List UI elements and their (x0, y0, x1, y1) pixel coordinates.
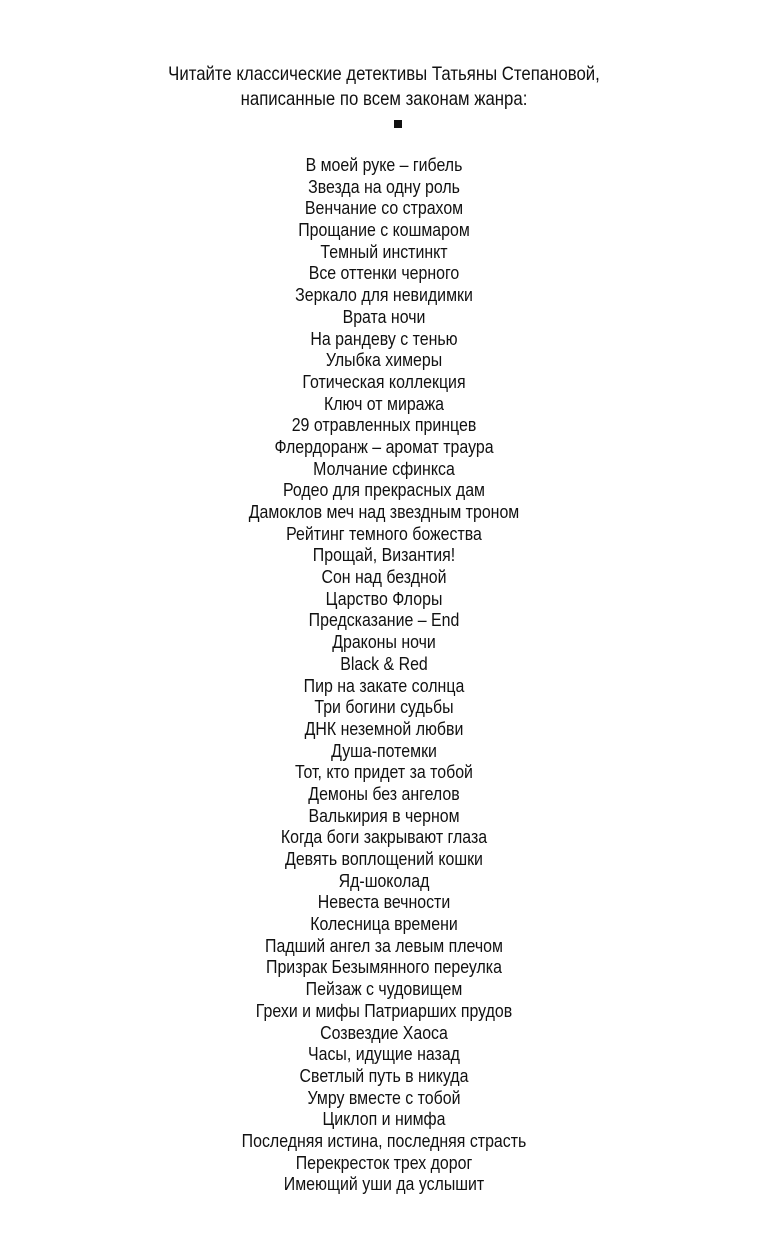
book-title: Прощай, Византия! (312, 544, 456, 566)
book-title: Девять воплощений кошки (285, 848, 483, 869)
book-title: Темный инстинкт (320, 240, 448, 262)
book-title: Призрак Безымянного переулка (266, 956, 502, 978)
book-title: Валькирия в черном (308, 804, 460, 826)
book-title: Царство Флоры (325, 587, 443, 609)
book-title: Звезда на одну роль (308, 175, 460, 197)
book-titles-list (54, 154, 714, 1195)
book-title: Пейзаж с чудовищем (305, 978, 463, 1000)
intro-line-2: написанные по всем законам жанра: (240, 88, 528, 110)
book-title: Светлый путь в никуда (299, 1064, 469, 1086)
book-title: Демоны без ангелов (308, 782, 460, 804)
book-title: Ключ от миража (323, 392, 445, 414)
book-title: Имеющий уши да услышит (283, 1173, 485, 1195)
book-title: Прощание с кошмаром (298, 219, 470, 241)
book-title: Умру вместе с тобой (307, 1086, 461, 1108)
book-title: В моей руке – гибель (305, 154, 463, 175)
book-title: Все оттенки черного (308, 262, 460, 284)
book-title: Дамоклов меч над звездным троном (248, 501, 520, 522)
book-title: Перекресток трех дорог (295, 1151, 473, 1173)
book-title: Падший ангел за левым плечом (265, 934, 503, 956)
book-title: Тот, кто придет за тобой (295, 761, 473, 783)
book-title: Родео для прекрасных дам (282, 479, 485, 501)
book-title: 29 отравленных принцев (291, 414, 477, 436)
book-title: Яд-шоколад (338, 869, 430, 891)
book-title: Драконы ночи (332, 631, 436, 653)
book-title: Пир на закате солнца (303, 674, 465, 696)
book-title: Зеркало для невидимки (295, 284, 473, 306)
book-title: Душа-потемки (331, 739, 437, 761)
book-title: Врата ночи (342, 305, 426, 327)
book-title: Black & Red (340, 652, 428, 674)
book-title: Флердоранж – аромат траура (274, 435, 494, 457)
book-title: Сон над бездной (321, 566, 447, 588)
book-title: Улыбка химеры (325, 349, 443, 371)
book-title: Колесница времени (310, 913, 458, 935)
book-title: Созвездие Хаоса (320, 1021, 448, 1043)
intro-text (54, 62, 714, 112)
book-title: Готическая коллекция (302, 370, 466, 392)
book-title: Когда боги закрывают глаза (280, 826, 488, 848)
book-title: Невеста вечности (317, 891, 451, 913)
book-title: На рандеву с тенью (310, 327, 458, 349)
book-title: Грехи и мифы Патриарших прудов (255, 999, 513, 1021)
book-title: ДНК неземной любви (304, 717, 464, 739)
book-title: Рейтинг темного божества (286, 522, 482, 544)
book-title: Три богини судьбы (314, 696, 454, 718)
book-title: Предсказание – End (308, 609, 460, 631)
book-title: Последняя истина, последняя страсть (241, 1129, 527, 1151)
book-title: Часы, идущие назад (308, 1043, 460, 1065)
intro-line-1: Читайте классические детективы Татьяны Степановой, (168, 63, 600, 85)
square-bullet-icon (394, 120, 402, 128)
book-title: Венчание со страхом (304, 197, 464, 219)
book-title: Молчание сфинкса (313, 457, 455, 479)
book-title: Циклоп и нимфа (322, 1108, 446, 1130)
